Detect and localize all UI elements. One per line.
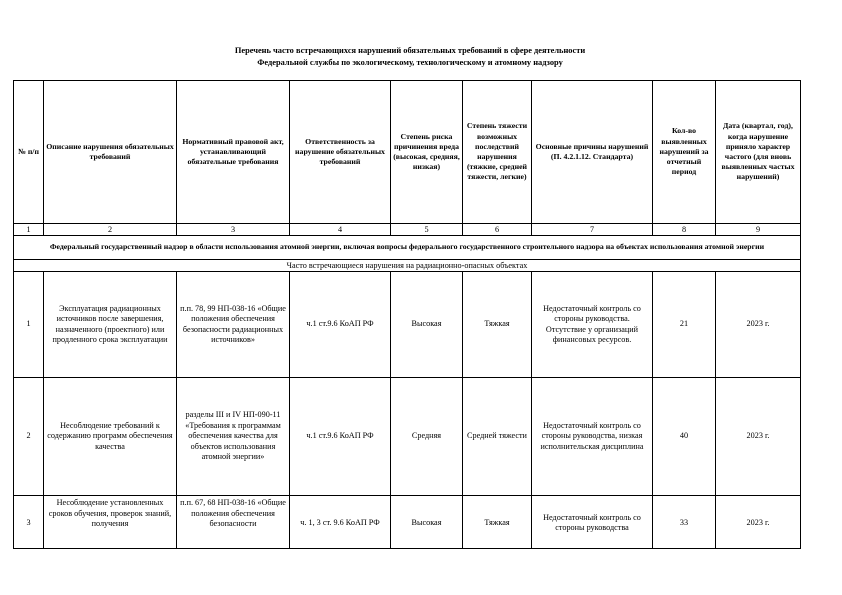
column-number: 8 <box>653 224 716 236</box>
regulatory-act: п.п. 78, 99 НП-038-16 «Общие положения обеспечения безопасности радиационных источников» <box>177 272 290 378</box>
severity: Тяжкая <box>463 496 532 549</box>
subsection-row <box>14 260 801 272</box>
violation-count: 40 <box>653 378 716 496</box>
column-number: 1 <box>14 224 44 236</box>
column-number-row <box>14 224 801 236</box>
header-cell: Основные причины нарушений (П. 4.2.1.12. Стандарта) <box>532 81 653 224</box>
risk-level: Средняя <box>391 378 463 496</box>
table-row <box>14 272 801 378</box>
regulatory-act: разделы III и IV НП-090-11 «Требования к программам обеспечения качества для объектов использования атомной энергии» <box>177 378 290 496</box>
risk-level: Высокая <box>391 272 463 378</box>
column-number: 3 <box>177 224 290 236</box>
subsection-title: Часто встречающиеся нарушения на радиационно-опасных объектах <box>14 260 801 272</box>
regulatory-act: п.п. 67, 68 НП-038-16 «Общие положения обеспечения безопасности <box>177 496 290 549</box>
main-causes: Недостаточный контроль со стороны руководства. Отсутствие у организаций финансовых ресурсов. <box>532 272 653 378</box>
document-title <box>110 45 710 69</box>
risk-level: Высокая <box>391 496 463 549</box>
main-causes: Недостаточный контроль со стороны руководства <box>532 496 653 549</box>
violation-count: 21 <box>653 272 716 378</box>
column-number: 9 <box>716 224 801 236</box>
column-number: 4 <box>290 224 391 236</box>
violation-description: Несоблюдение установленных сроков обучения, проверок знаний, получения <box>44 496 177 549</box>
header-cell: Нормативный правовой акт, устанавливающий обязательные требования <box>177 81 290 224</box>
row-number: 3 <box>14 496 44 549</box>
violations-table <box>13 80 801 549</box>
header-cell: Степень тяжести возможных последствий нарушения (тяжкие, средней тяжести, легкие) <box>463 81 532 224</box>
row-number: 2 <box>14 378 44 496</box>
violation-count: 33 <box>653 496 716 549</box>
header-cell: Степень риска причинения вреда (высокая, средняя, низкая) <box>391 81 463 224</box>
date: 2023 г. <box>716 496 801 549</box>
title-line-2: Федеральной службы по экологическому, технологическому и атомному надзору <box>257 58 563 67</box>
main-causes: Недостаточный контроль со стороны руководства, низкая исполнительская дисциплина <box>532 378 653 496</box>
date: 2023 г. <box>716 378 801 496</box>
row-number: 1 <box>14 272 44 378</box>
table-header-row <box>14 81 801 224</box>
liability: ч.1 ст.9.6 КоАП РФ <box>290 272 391 378</box>
column-number: 6 <box>463 224 532 236</box>
severity: Тяжкая <box>463 272 532 378</box>
liability: ч. 1, 3 ст. 9.6 КоАП РФ <box>290 496 391 549</box>
liability: ч.1 ст.9.6 КоАП РФ <box>290 378 391 496</box>
violation-description: Несоблюдение требований к содержанию программ обеспечения качества <box>44 378 177 496</box>
header-cell: Дата (квартал, год), когда нарушение приняло характер частого (для вновь выявленных частых нарушений) <box>716 81 801 224</box>
column-number: 5 <box>391 224 463 236</box>
table-row <box>14 378 801 496</box>
header-cell: № п/п <box>14 81 44 224</box>
violation-description: Эксплуатация радиационных источников после завершения, назначенного (проектного) или продленного срока эксплуатации <box>44 272 177 378</box>
title-line-1: Перечень часто встречающихся нарушений обязательных требований в сфере деятельности <box>234 46 586 55</box>
section-title: Федеральный государственный надзор в области использования атомной энергии, включая вопросы федерального государственного строительного надзора на объектах использования атомной энергии <box>14 236 801 260</box>
header-cell: Описание нарушения обязательных требований <box>44 81 177 224</box>
header-cell: Кол-во выявленных нарушений за отчетный период <box>653 81 716 224</box>
severity: Средней тяжести <box>463 378 532 496</box>
section-row <box>14 236 801 260</box>
header-cell: Ответственность за нарушение обязательных требований <box>290 81 391 224</box>
date: 2023 г. <box>716 272 801 378</box>
column-number: 2 <box>44 224 177 236</box>
table-row <box>14 496 801 549</box>
column-number: 7 <box>532 224 653 236</box>
